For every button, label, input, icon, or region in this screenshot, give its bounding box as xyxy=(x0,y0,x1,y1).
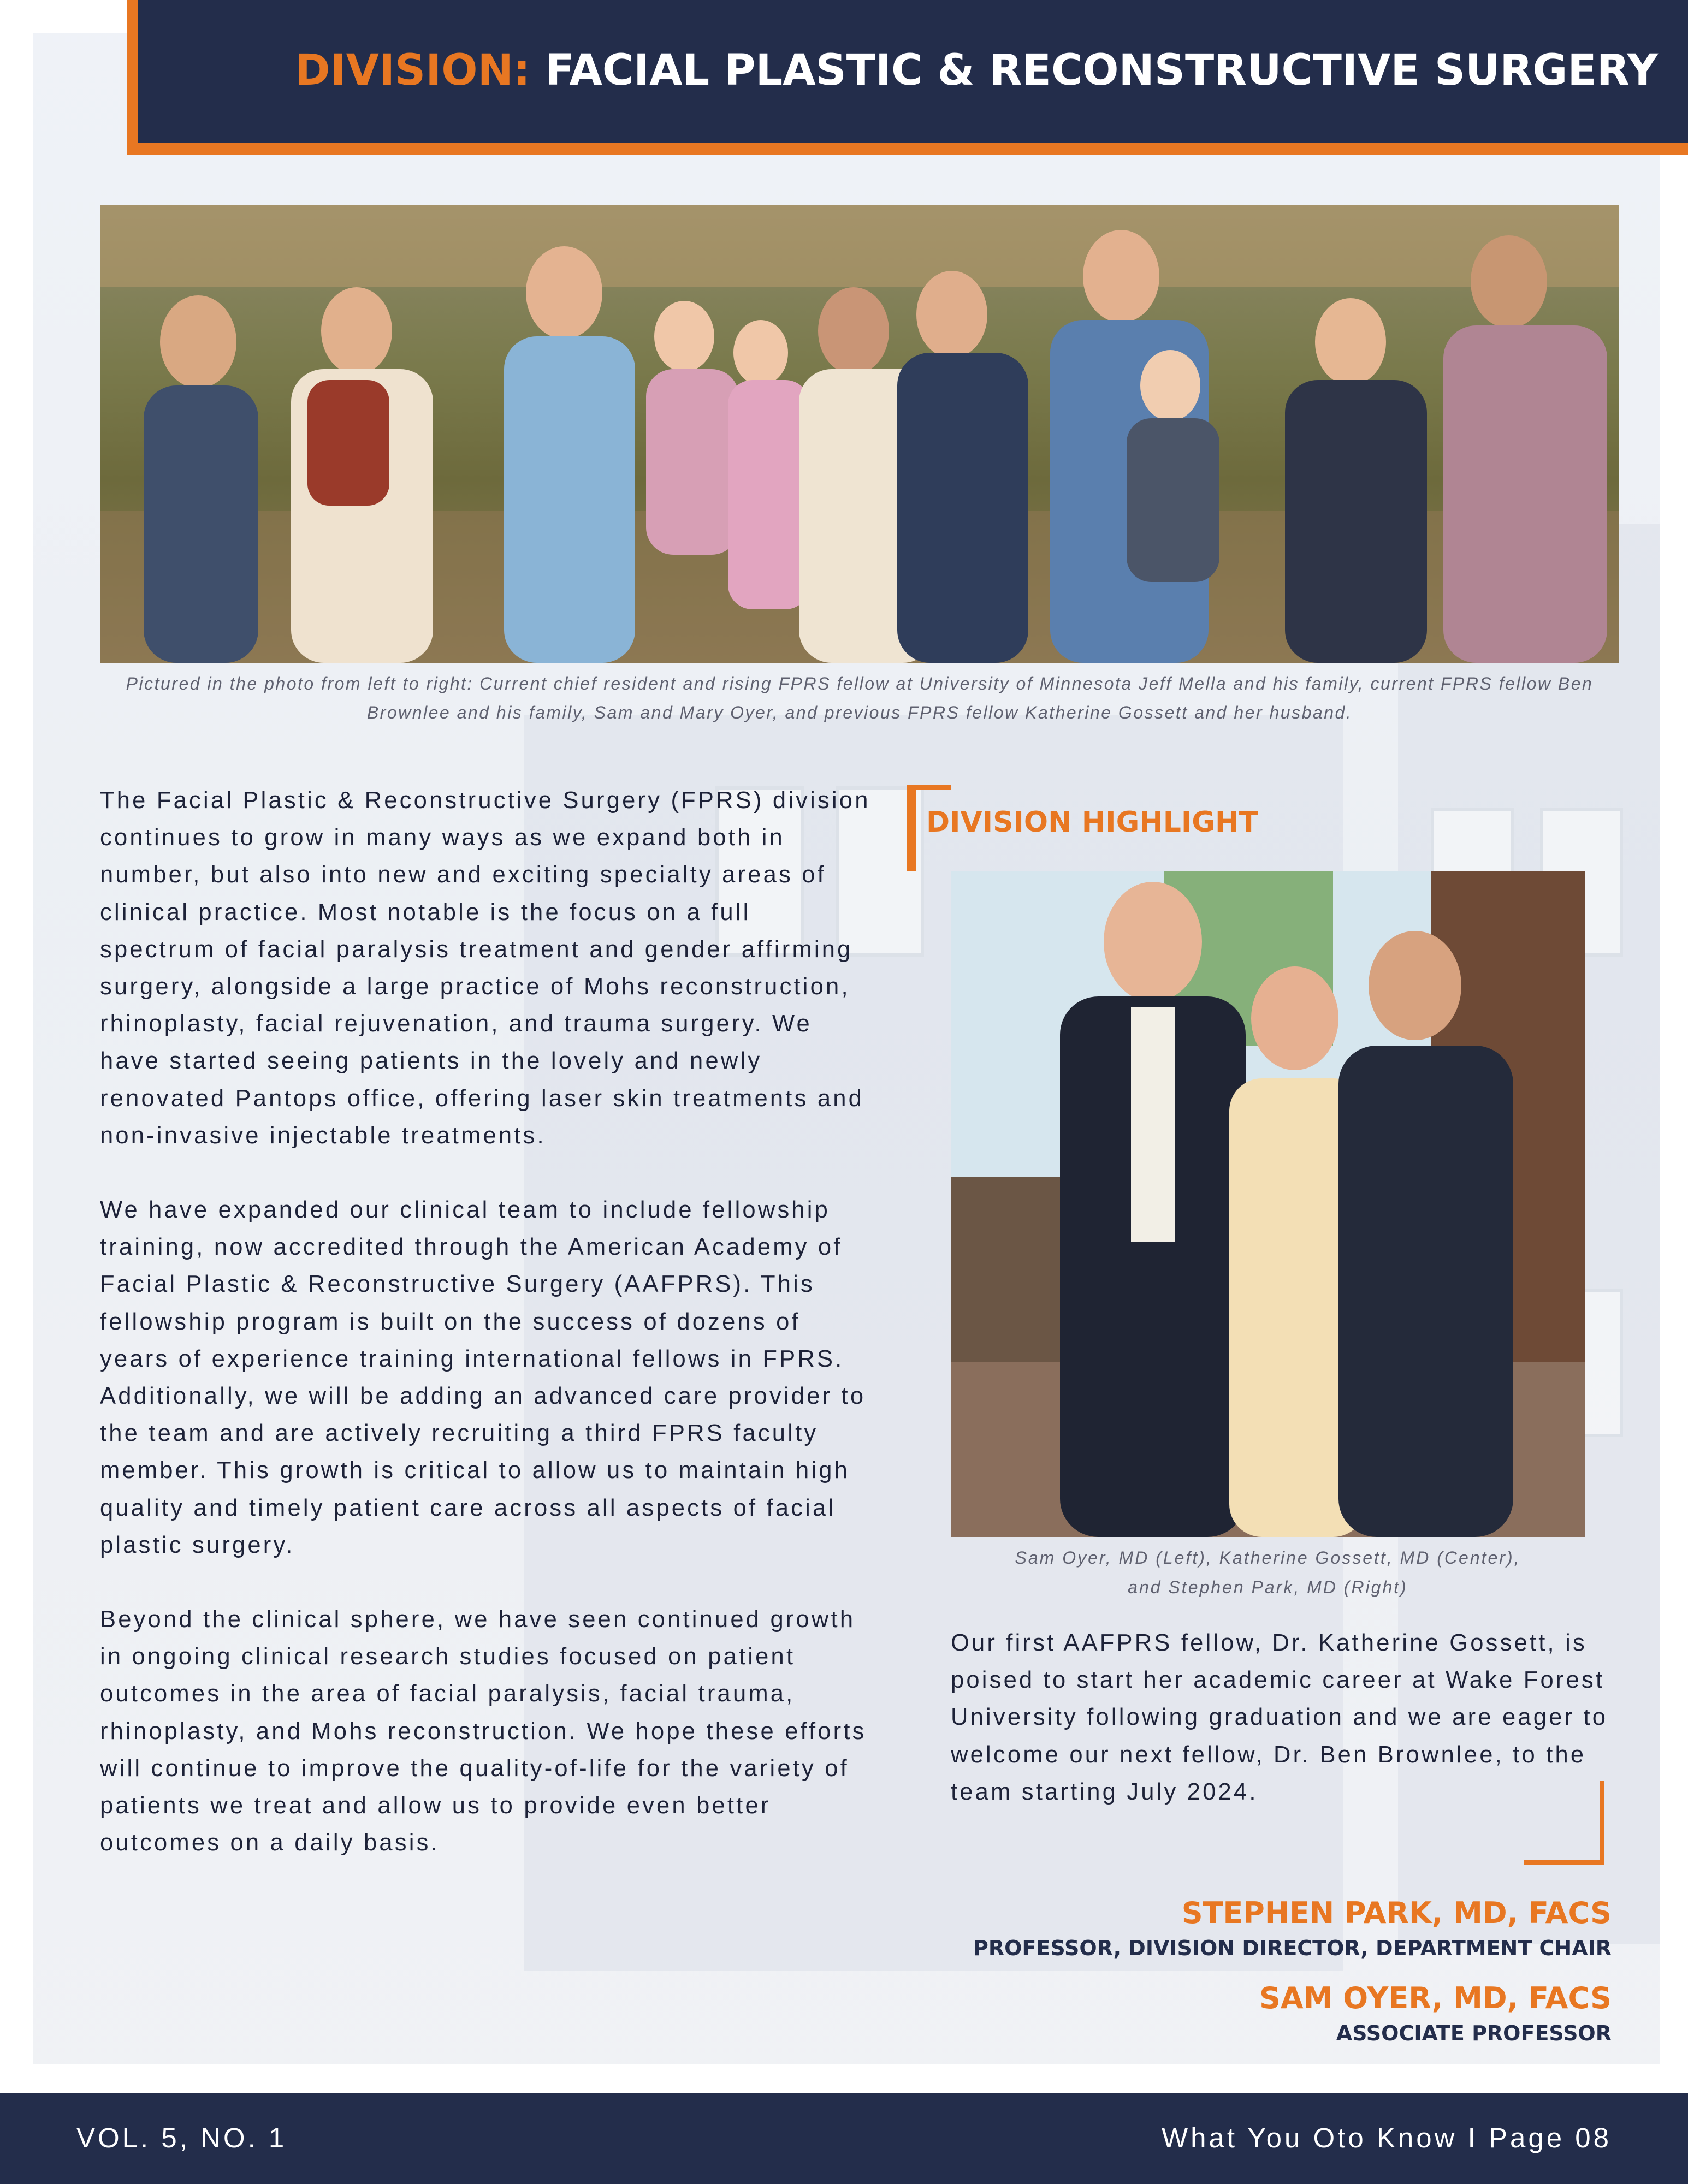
volume-label: VOL. 5, NO. 1 xyxy=(76,2122,287,2153)
body-paragraph: Beyond the clinical sphere, we have seen continued growth in ongoing clinical research studies focused on patient outcomes in the area of facial paralysis, facial trauma, rhinoplasty, and Mohs reconstruction. We hope these efforts will continue to improve the quality-of-life for the variety of patients we treat and allow us to provide even better outcomes on a daily basis. xyxy=(100,1606,867,1856)
signature-title: ASSOCIATE PROFESSOR xyxy=(1336,2021,1612,2045)
page-title xyxy=(295,46,1658,95)
highlight-photo-caption xyxy=(951,1543,1585,1602)
caption-line: and Stephen Park, MD (Right) xyxy=(1128,1577,1408,1597)
caption-line: Sam Oyer, MD (Left), Katherine Gossett, MD (Center), xyxy=(1015,1548,1521,1568)
footer-bar xyxy=(0,2093,1688,2184)
article-body xyxy=(100,782,875,1898)
division-label: DIVISION: xyxy=(294,46,531,95)
highlight-text: Our first AAFPRS fellow, Dr. Katherine Gossett, is poised to start her academic career at Wake Forest University following graduation and we are eager to welcome our next fellow, Dr. Ben Brownlee, to the team starting July 2024. xyxy=(951,1630,1608,1805)
group-photo xyxy=(100,205,1619,663)
division-name: FACIAL PLASTIC & RECONSTRUCTIVE SURGERY xyxy=(545,46,1658,95)
highlight-heading: DIVISION HIGHLIGHT xyxy=(926,806,1258,839)
highlight-bracket-bottom xyxy=(1524,1860,1604,1865)
group-photo-caption: Pictured in the photo from left to right: Current chief resident and rising FPRS fellow at University of Minnesota Jeff Mella and his family, current FPRS fellow Ben Brownlee and his family, Sam and Mary Oyer, and previous FPRS fellow Katherine Gossett and her husband. xyxy=(126,674,1594,722)
signature-title: PROFESSOR, DIVISION DIRECTOR, DEPARTMENT CHAIR xyxy=(973,1936,1612,1960)
header-banner xyxy=(138,0,1688,143)
signature-name: SAM OYER, MD, FACS xyxy=(1259,1981,1612,2015)
signature-name: STEPHEN PARK, MD, FACS xyxy=(1181,1896,1612,1930)
page-label: What You Oto Know I Page 08 xyxy=(1162,2122,1612,2153)
body-paragraph: We have expanded our clinical team to include fellowship training, now accredited through the American Academy of Facial Plastic & Reconstructive Surgery (AAFPRS). This fellowship program is built on the success of dozens of years of experience training international fellows in FPRS. Additionally, we will be adding an advanced care provider to the team and are actively recruiting a third FPRS faculty member. This growth is critical to allow us to maintain high quality and timely patient care across all aspects of facial plastic surgery. xyxy=(100,1197,866,1558)
highlight-bracket-left xyxy=(907,785,916,871)
body-paragraph: The Facial Plastic & Reconstructive Surgery (FPRS) division continues to grow in many ways as we expand both in number, but also into new and exciting specialty areas of clinical practice. Most notable is the focus on a full spectrum of facial paralysis treatment and gender affirming surgery, alongside a large practice of Mohs reconstruction, rhinoplasty, facial rejuvenation, and trauma surgery. We have started seeing patients in the lovely and newly renovated Pantops office, offering laser skin treatments and non-invasive injectable treatments. xyxy=(100,787,870,1149)
highlight-photo xyxy=(951,871,1585,1537)
highlight-bracket-right xyxy=(1600,1781,1604,1865)
